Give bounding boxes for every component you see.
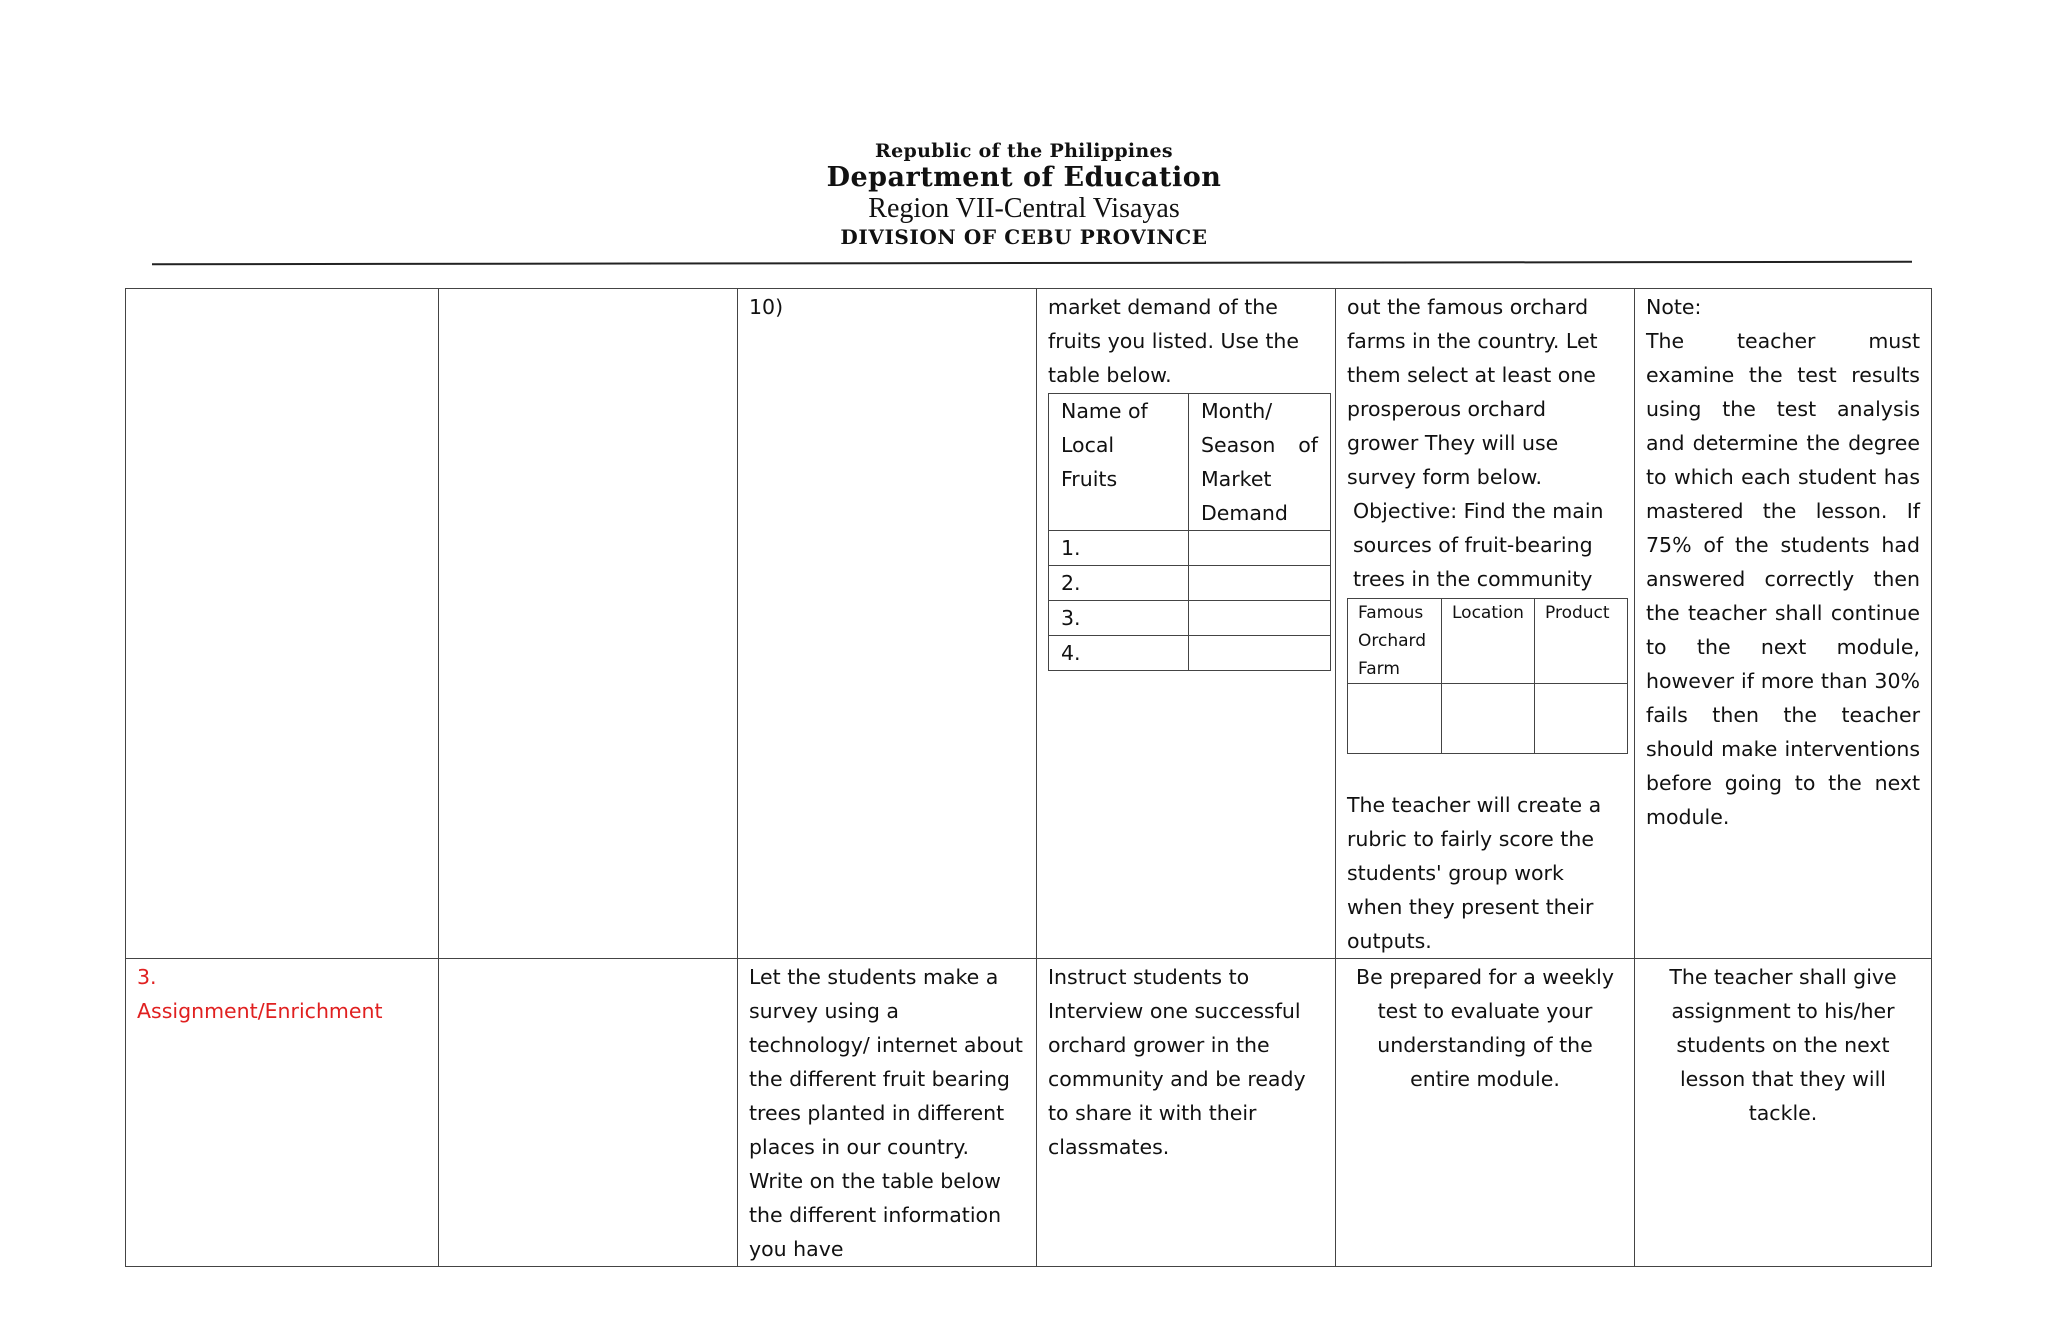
table-cell	[1348, 684, 1442, 754]
republic-line: Republic of the Philippines	[875, 140, 1173, 162]
note-label: Note:	[1646, 295, 1702, 319]
table-cell	[1189, 636, 1331, 671]
table-row	[1049, 531, 1331, 566]
cell-text: 10)	[749, 295, 784, 319]
table-cell	[1189, 531, 1331, 566]
table-cell	[126, 289, 439, 959]
fruits-table	[1048, 393, 1331, 671]
letterhead	[0, 140, 2048, 250]
table-header: Product	[1535, 599, 1628, 684]
table-cell	[1037, 959, 1336, 1267]
table-cell	[1336, 959, 1635, 1267]
header-divider	[152, 261, 1912, 265]
table-cell	[126, 959, 439, 1267]
rubric-text: The teacher will create a rubric to fairly score the students' group work when they present their outputs.	[1347, 793, 1602, 953]
cell-text: market demand of the fruits you listed. Use the table below.	[1048, 295, 1299, 387]
table-cell	[738, 959, 1037, 1267]
table-cell	[1189, 601, 1331, 636]
table-cell	[1037, 289, 1336, 959]
table-header: Famous Orchard Farm	[1348, 599, 1442, 684]
table-row	[1348, 599, 1628, 684]
table-cell	[1336, 289, 1635, 959]
table-cell	[439, 959, 738, 1267]
table-header: Month/ Season of Market Demand	[1189, 394, 1331, 531]
table-row	[126, 959, 1932, 1267]
table-row	[126, 289, 1932, 959]
lesson-plan-table	[125, 288, 1932, 1267]
cell-text: Instruct students to Interview one successful orchard grower in the community and be ready to share it with their classmates.	[1048, 965, 1306, 1159]
table-header: Location	[1442, 599, 1535, 684]
row-number: 1.	[1049, 531, 1189, 566]
row-number: 2.	[1049, 566, 1189, 601]
table-row	[1049, 394, 1331, 531]
table-cell	[1189, 566, 1331, 601]
note-text: The teacher must examine the test results using the test analysis and determine the degree to which each student has mastered the lesson. If 75% of the students had answered correctly then the teacher shall continue to the next module, however if more than 30% fails then the teacher should make interventions before going to the next module.	[1646, 329, 1920, 829]
cell-text: out the famous orchard farms in the country. Let them select at least one prosperous orchard grower They will use survey form below.	[1347, 295, 1598, 489]
cell-text: Be prepared for a weekly test to evaluate your understanding of the entire module.	[1356, 965, 1614, 1091]
cell-text: Let the students make a survey using a technology/ internet about the different fruit bearing trees planted in different places in our country. Write on the table below the different information you have	[749, 965, 1023, 1261]
table-cell	[1635, 289, 1932, 959]
table-cell	[439, 289, 738, 959]
cell-text: The teacher shall give assignment to his/her students on the next lesson that they will tackle.	[1669, 965, 1897, 1125]
row-number: 3.	[1049, 601, 1189, 636]
table-cell	[1442, 684, 1535, 754]
division-line: DIVISION OF CEBU PROVINCE	[840, 225, 1208, 249]
section-label: Assignment/Enrichment	[137, 999, 383, 1023]
table-cell	[738, 289, 1037, 959]
department-line: Department of Education	[826, 162, 1222, 193]
section-number: 3.	[137, 965, 157, 989]
objective-text: Objective: Find the main sources of fruit-bearing trees in the community	[1353, 499, 1604, 591]
table-header: Name of Local Fruits	[1049, 394, 1189, 531]
orchard-survey-table	[1347, 598, 1628, 754]
table-row	[1049, 636, 1331, 671]
row-number: 4.	[1049, 636, 1189, 671]
region-line: Region VII-Central Visayas	[868, 193, 1180, 224]
table-row	[1348, 684, 1628, 754]
table-row	[1049, 601, 1331, 636]
table-cell	[1635, 959, 1932, 1267]
table-cell	[1535, 684, 1628, 754]
table-row	[1049, 566, 1331, 601]
